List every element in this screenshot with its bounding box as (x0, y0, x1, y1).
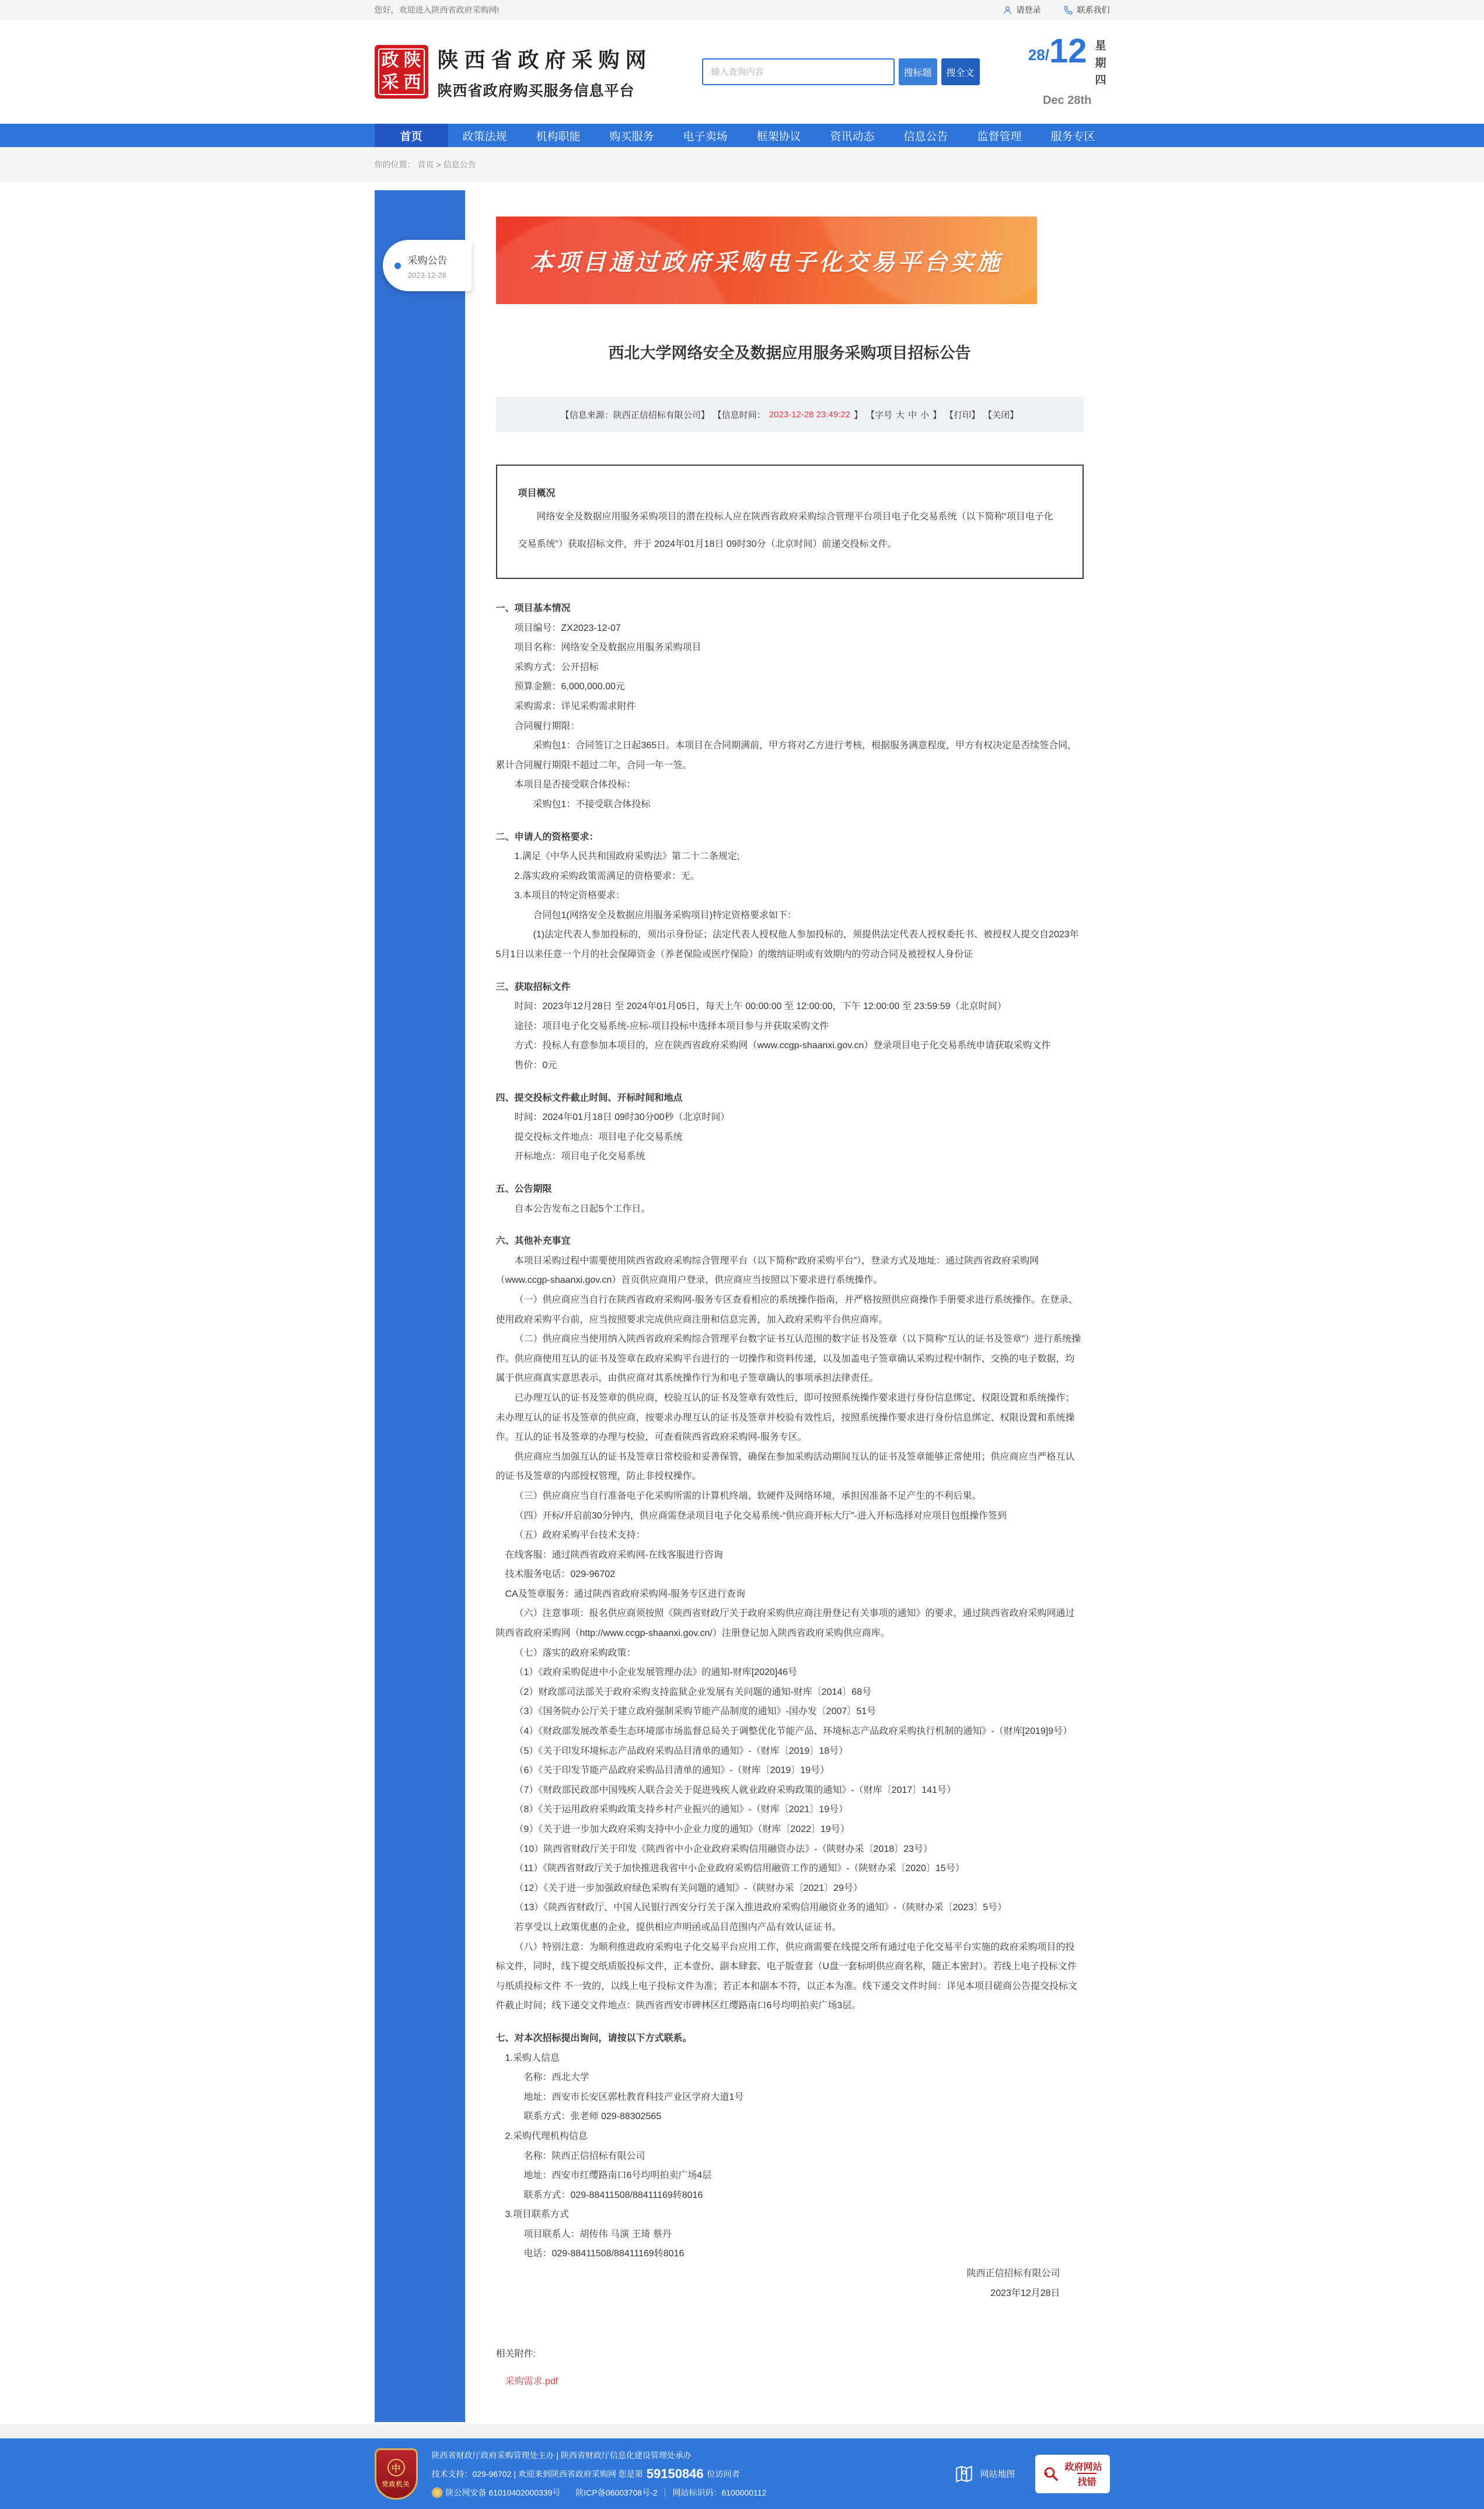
paragraph: 售价：0元 (514, 1060, 557, 1071)
paragraph: （四）开标/开启前30分钟内，供应商需登录项目电子化交易系统-“供应商开标大厅”-进入开标选择对应项目包组操作签到 (514, 1510, 1007, 1521)
paragraph: （8）《关于运用政府采购政策支持乡村产业振兴的通知》-（财库〔2021〕19号） (514, 1805, 849, 1815)
nav-items (375, 124, 1110, 147)
nav-item-政策法规[interactable]: 政策法规 (462, 130, 507, 143)
paragraph: （一）供应商应当自行在陕西省政府采购网-服务专区查看相应的系统操作指南，并严格按照供应商操作手册要求进行系统操作。在登录、使用政府采购平台前，应当按照要求完成供应商注册和信息完善，加入政府采购平台供应商库。 (495, 1294, 1078, 1325)
paragraph: 提交投标文件地点：项目电子化交易系统 (514, 1132, 683, 1142)
paragraph: 自本公告发布之日起5个工作日。 (514, 1203, 651, 1214)
gov-site-find-error-badge[interactable]: 政府网站 找错 (1035, 2455, 1110, 2493)
paragraph: 开标地点：项目电子化交易系统 (514, 1151, 645, 1162)
paragraph: 合同包1(网络安全及数据应用服务采购项目)特定资格要求如下： (533, 910, 797, 920)
paragraph: 项目联系人：胡传伟 马演 王琦 蔡丹 (523, 2229, 672, 2239)
paragraph: 合同履行期限： (514, 721, 580, 731)
paragraph: 本项目是否接受联合体投标： (514, 780, 636, 790)
meta-source: 【信息来源：陕西正信招标有限公司】 (560, 410, 710, 420)
user-icon (1003, 5, 1012, 15)
paragraph: 项目编号：ZX2023-12-07 (514, 623, 621, 633)
attachments-label: 相关附件: (495, 2349, 536, 2360)
icp-number[interactable]: 陕ICP备06003708号-2 (575, 2487, 658, 2497)
nav-item-首页[interactable]: 首页 (375, 124, 448, 147)
search-input[interactable] (702, 58, 895, 85)
paragraph: 1.满足《中华人民共和国政府采购法》第二十二条规定; (514, 852, 740, 862)
paragraph: 若享受以上政策优惠的企业，提供相应声明函或品目范围内产品有效认证证书。 (514, 1922, 841, 1932)
font-size-large-button[interactable]: 大 (896, 410, 905, 420)
section-heading: 二、申请人的资格要求： (495, 832, 599, 842)
paragraph: （八）特别注意：为顺利推进政府采购电子化交易平台应用工作，供应商需要在线提交所有通过电子化交易平台实施的政府采购项目的投标文件，同时，线下提交纸质版投标文件，正本壹份、副本肆套、电子版壹套（U盘一套标明供应商名称，随正本密封）。若线上电子投标文件与纸质投标文件 不一致的，以线上电子投标文件为准；若正本和副本不符，以正本为准。线下递交文件时间：详见本项目磋商公告提交投标文件截止时间；线下递交文件地点：陕西省西安市碑林区红缨路南口6号均明拍卖广场3层。 (495, 1942, 1077, 2011)
nav-item-服务专区[interactable]: 服务专区 (1050, 130, 1095, 143)
paragraph: （三）供应商应当自行准备电子化采购所需的计算机终端、软硬件及网络环境，承担因准备不足产生的不利后果。 (514, 1491, 982, 1501)
top-bar (0, 0, 1484, 20)
paragraph: （10）陕西省财政厅关于印发《陕西省中小企业政府采购信用融资办法》-（陕财办采〔2018〕23号） (514, 1844, 933, 1854)
left-sidebar (375, 190, 465, 2422)
paragraph: （4）《财政部发展改革委生态环境部市场监督总局关于调整优化节能产品、环境标志产品政府采购执行机制的通知》-（财库[2019]9号） (514, 1726, 1073, 1737)
paragraph: （五）政府采购平台技术支持： (514, 1530, 645, 1541)
article-panel (470, 190, 1110, 2422)
search-bar (702, 58, 980, 85)
search-title-button[interactable]: 搜标题 (899, 58, 937, 85)
paragraph: 3.本项目的特定资格要求： (514, 891, 625, 901)
breadcrumb-current: 信息公告 (443, 160, 476, 169)
footer-registration: 陕公网安备 61010402000339号 陕ICP备06003708号-2 ｜ 网站标识码：6100000112 (432, 2487, 767, 2498)
paragraph: 供应商应当加强互认的证书及签章日常校验和妥善保管，确保在参加采购活动期间互认的证书及签章能够正常使用；供应商应当严格互认的证书及签章的内部授权管理，防止非授权操作。 (495, 1451, 1075, 1482)
paragraph: （11）《陕西省财政厅关于加快推进我省中小企业政府采购信用融资工作的通知》-（陕财办采〔2020〕15号） (514, 1864, 965, 1874)
paragraph: CA及签章服务：通过陕西省政府采购网-服务专区进行查询 (505, 1589, 746, 1599)
nav-item-监督管理[interactable]: 监督管理 (977, 130, 1022, 143)
sitemap-link[interactable]: 网站地图 (954, 2464, 1015, 2484)
banner-text: 本项目通过政府采购电子化交易平台实施 (530, 249, 1003, 275)
paragraph: （2）财政部司法部关于政府采购支持监狱企业发展有关问题的通知-财库〔2014〕68号 (514, 1687, 872, 1697)
nav-item-机构职能[interactable]: 机构职能 (536, 130, 581, 143)
paragraph: 联系方式：029-88411508/88411169转8016 (523, 2190, 703, 2200)
site-footer (0, 2438, 1484, 2509)
article-body (496, 599, 1084, 2303)
attachment-pdf-link[interactable]: 采购需求.pdf (505, 2377, 558, 2387)
paragraph: 名称：陕西正信招标有限公司 (523, 2151, 645, 2161)
paragraph: 地址：西安市长安区郭杜教育科技产业区学府大道1号 (523, 2092, 744, 2102)
section-heading: 七、对本次招标提出询问，请按以下方式联系。 (495, 2033, 692, 2043)
paragraph: 陕西正信招标有限公司 (966, 2269, 1060, 2279)
magnifier-icon (1042, 2465, 1060, 2483)
paragraph: 在线客服：通过陕西省政府采购网-在线客服进行咨询 (505, 1550, 723, 1560)
font-size-small-button[interactable]: 小 (920, 410, 930, 420)
paragraph: 预算金额：6,000,000.00元 (514, 682, 625, 692)
party-gov-badge: 中 党政机关 (375, 2448, 418, 2500)
site-subtitle: 陕西省政府购买服务信息平台 (437, 82, 635, 99)
nav-item-资讯动态[interactable]: 资讯动态 (830, 130, 875, 143)
overview-text: 网络安全及数据应用服务采购项目的潜在投标人应在陕西省政府采购综合管理平台项目电子化交易系统（以下简称“项目电子化交易系统”）获取招标文件，并于 2024年01月18日 09时30分（北京时间）前递交投标文件。 (518, 512, 1053, 549)
paragraph: 本项目采购过程中需要使用陕西省政府采购综合管理平台（以下简称“政府采购平台”），登录方式及地址：通过陕西省政府采购网（www.ccgp-shaanxi.gov.cn）首页供应商用户登录，供应商应当按照以下要求进行系统操作。 (495, 1255, 1039, 1286)
main-nav (0, 124, 1484, 147)
section-heading: 四、提交投标文件截止时间、开标时间和地点 (495, 1093, 683, 1103)
section-heading: 一、项目基本情况 (495, 603, 571, 613)
footer-organizer: 陕西省财政厅政府采购管理处主办 | 陕西省财政厅信息化建设管理处承办 (431, 2450, 692, 2460)
paragraph: （七）落实的政府采购政策： (514, 1648, 636, 1658)
paragraph: 电话：029-88411508/88411169转8016 (523, 2249, 685, 2259)
contact-link[interactable]: 联系我们 (1063, 4, 1110, 16)
nav-item-信息公告[interactable]: 信息公告 (903, 130, 948, 143)
paragraph: 1.采购人信息 (505, 2053, 560, 2063)
sidebar-item-date: 2023-12-28 (407, 270, 446, 280)
paragraph: 2.采购代理机构信息 (505, 2131, 588, 2141)
security-emblem-icon (432, 2487, 442, 2498)
paragraph: 3.项目联系方式 (505, 2210, 569, 2220)
sidebar-item-procurement-notice[interactable] (383, 240, 472, 291)
paragraph: （6）《关于印发节能产品政府采购品目清单的通知》-（财库〔2019〕19号） (514, 1765, 830, 1776)
badge-emblem-icon: 中 (387, 2459, 405, 2476)
welcome-text: 您好，欢迎进入陕西省政府采购网! (374, 5, 500, 15)
date-english: Dec 28th (1042, 93, 1092, 107)
paragraph: （9）《关于进一步加大政府采购支持中小企业力度的通知》（财库〔2022〕19号） (514, 1824, 850, 1834)
overview-title: 项目概况 (518, 488, 556, 498)
paragraph: 采购方式：公开招标 (514, 662, 599, 672)
footer-visitors: 技术支持：029-96702 | 欢迎来到陕西省政府采购网 您是第 59150846 位访问者 (431, 2466, 740, 2481)
attachments-section (496, 2344, 1084, 2387)
paragraph: 采购需求：详见采购需求附件 (514, 701, 636, 711)
search-fulltext-button[interactable]: 搜全文 (941, 58, 980, 85)
login-link[interactable]: 请登录 (1003, 4, 1041, 16)
breadcrumb-home[interactable]: 首页 (417, 160, 434, 169)
date-widget (1028, 32, 1110, 107)
font-size-medium-button[interactable]: 中 (908, 410, 917, 420)
paragraph: 2.落实政府采购政策需满足的资格要求：无。 (514, 871, 700, 881)
main-content (0, 182, 1484, 2424)
close-button[interactable]: 【关闭】 (983, 410, 1019, 420)
paragraph: 名称：西北大学 (523, 2072, 589, 2083)
footer-divider (0, 2424, 1484, 2438)
paragraph: 已办理互认的证书及签章的供应商，校验互认的证书及签章有效性后，即可按照系统操作要求进行身份信息绑定、权限设置和系统操作；未办理互认的证书及签章的供应商，按要求办理互认的证书及签章并校验有效性后，按照系统操作要求进行身份信息绑定、权限设置和系统操作。互认的证书及签章的办理与校验，可查看陕西省政府采购网-服务专区。 (495, 1393, 1075, 1443)
section-heading: 五、公告期限 (495, 1184, 552, 1194)
article-meta-bar: 【信息来源：陕西正信招标有限公司】 【信息时间： 2023-12-28 23:49:22 】 【字号 大 中 小 】 【打印】 【关闭】 (496, 397, 1084, 432)
map-icon (954, 2464, 974, 2484)
site-name: 陕西省政府采购网 (437, 47, 652, 72)
date-day: 28/ (1028, 46, 1049, 64)
visitor-count: 59150846 (646, 2466, 704, 2481)
bullet-dot-icon (394, 263, 401, 269)
paragraph: 项目名称：网络安全及数据应用服务采购项目 (514, 643, 701, 653)
paragraph: 采购包1：不接受联合体投标 (533, 799, 651, 809)
nav-item-购买服务[interactable]: 购买服务 (609, 130, 654, 143)
print-button[interactable]: 【打印】 (945, 410, 980, 420)
sidebar-item-label: 采购公告 (407, 254, 448, 266)
phone-icon (1063, 5, 1073, 15)
section-heading: 六、其他补充事宜 (495, 1236, 571, 1247)
paragraph: （12）《关于进一步加强政府绿色采购有关问题的通知》-（陕财办采〔2021〕29号） (514, 1883, 863, 1893)
nav-item-框架协议[interactable]: 框架协议 (756, 130, 801, 143)
paragraph: 途径：项目电子化交易系统-应标-项目投标中选择本项目参与并获取采购文件 (514, 1021, 829, 1031)
paragraph: （7）《财政部民政部中国残疾人联合会关于促进残疾人就业政府采购政策的通知》-（财库〔2017〕141号） (514, 1785, 956, 1795)
paragraph: 方式：投标人有意参加本项目的，应在陕西省政府采购网（www.ccgp-shaanxi.gov.cn）登录项目电子化交易系统申请获取采购文件 (514, 1041, 1051, 1051)
section-heading: 三、获取招标文件 (495, 982, 571, 992)
paragraph: （二）供应商应当使用纳入陕西省政府采购综合管理平台数字证书互认范围的数字证书及签章（以下简称“互认的证书及签章”）进行系统操作。供应商使用互认的证书及签章在政府采购平台进行的一切操作和资料传递，以及加盖电子签章确认采购过程中制作、交换的电子数据，均属于供应商真实意思表示，由供应商对其系统操作行为和电子签章确认的事项承担法律责任。 (495, 1334, 1081, 1384)
project-overview-box (496, 465, 1084, 579)
paragraph: (1)法定代表人参加投标的，须出示身份证；法定代表人授权他人参加投标的，须提供法定代表人授权委托书、被授权人提交自2023年5月1日以来任意一个月的社会保障资金（养老保险或医疗保险）的缴纳证明或有效期内的劳动合同及被授权人身份证 (495, 930, 1079, 960)
paragraph: （3）《国务院办公厅关于建立政府强制采购节能产品制度的通知》-国办发〔2007〕51号 (514, 1707, 877, 1717)
paragraph: （1）《政府采购促进中小企业发展管理办法》的通知-财库[2020]46号 (514, 1667, 798, 1678)
meta-time: 2023-12-28 23:49:22 (769, 409, 851, 420)
paragraph: 时间：2024年01月18日 09时30分00秒（北京时间） (514, 1112, 730, 1123)
nav-item-电子卖场[interactable]: 电子卖场 (683, 130, 728, 143)
breadcrumb: 你的位置： 首页 > 信息公告 (374, 160, 476, 169)
date-weekday: 星 期 四 (1095, 40, 1106, 87)
paragraph: （5）《关于印发环境标志产品政府采购品目清单的通知》-（财库〔2019〕18号） (514, 1746, 849, 1756)
site-logo[interactable] (375, 44, 652, 100)
page-title: 西北大学网络安全及数据应用服务采购项目招标公告 (608, 344, 971, 362)
paragraph: 2023年12月28日 (990, 2288, 1060, 2298)
beian-number[interactable]: 陕公网安备 61010402000339号 (445, 2487, 561, 2497)
paragraph: 时间：2023年12月28日 至 2024年01月05日，每天上午 00:00:00 至 12:00:00，下午 12:00:00 至 23:59:59（北京时间） (514, 1001, 1007, 1012)
date-month: 12 (1049, 32, 1087, 71)
paragraph: （六）注意事项：报名供应商须按照《陕西省财政厅关于政府采购供应商注册登记有关事项的通知》的要求，通过陕西省政府采购网通过陕西省政府采购网（http://www.ccgp-shaanxi.gov.cn/）注册登记加入陕西省政府采购供应商库。 (495, 1608, 1075, 1639)
site-code: 网站标识码：6100000112 (672, 2487, 767, 2497)
breadcrumb-bar (0, 147, 1484, 182)
logo-icon: 政 陕 采 西 (375, 45, 428, 99)
paragraph: 采购包1：合同签订之日起365日。本项目在合同期满前，甲方将对乙方进行考核，根据服务满意程度，甲方有权决定是否续签合同，累计合同履行期限不超过二年，合同一年一签。 (495, 741, 1077, 770)
paragraph: 地址：西安市红缨路南口6号均明拍卖广场4层 (523, 2170, 712, 2181)
paragraph: （13）《陕西省财政厅、中国人民银行西安分行关于深入推进政府采购信用融资业务的通知》-（陕财办采〔2023〕5号） (514, 1903, 1007, 1913)
paragraph: 联系方式：张老师 029-88302565 (523, 2112, 662, 2122)
platform-banner (496, 217, 1037, 304)
paragraph: 技术服务电话：029-96702 (505, 1569, 616, 1580)
site-header (0, 20, 1484, 124)
